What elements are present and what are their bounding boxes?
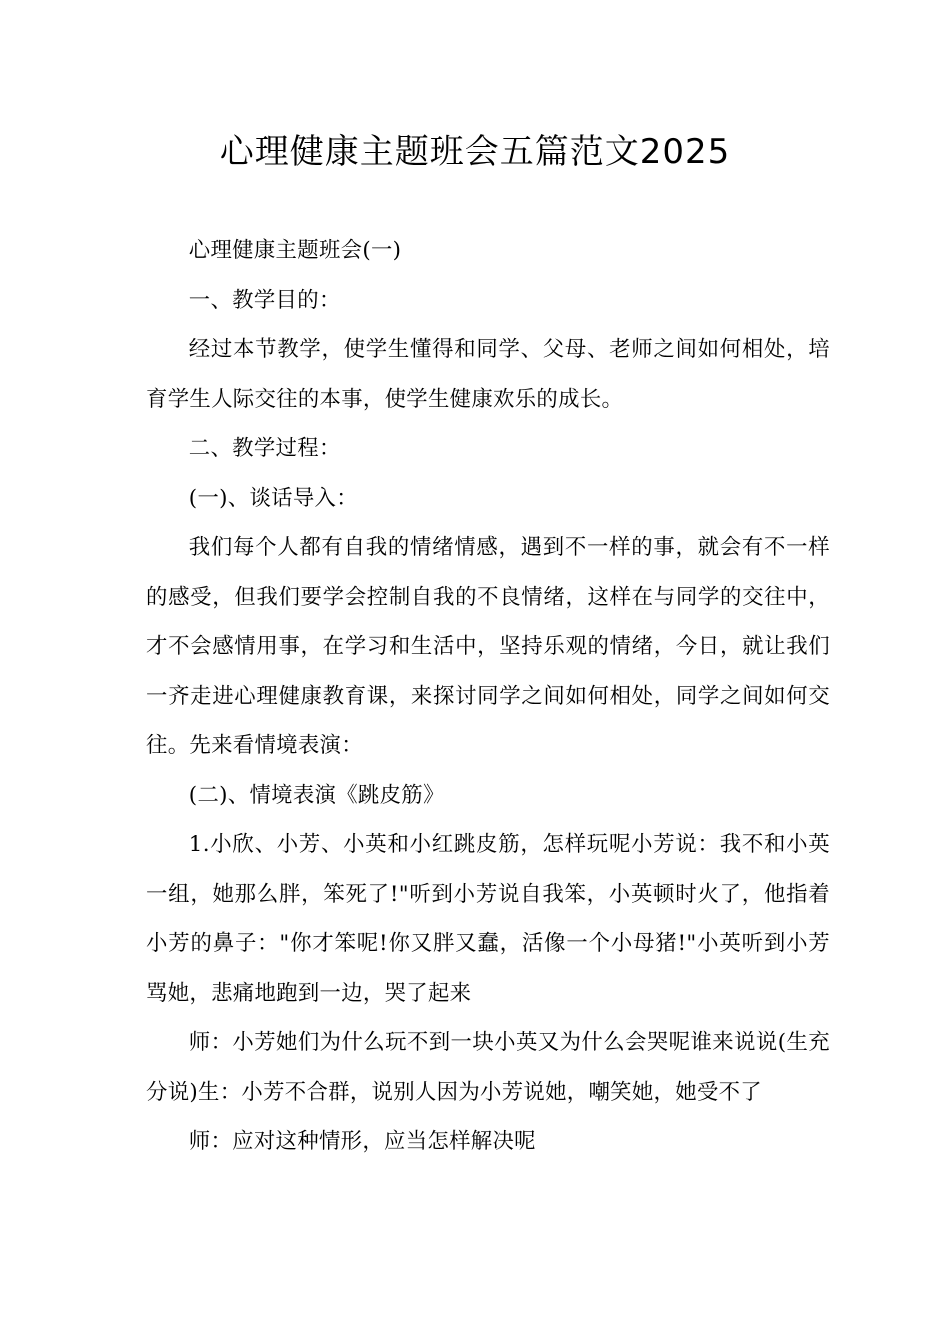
paragraph-intro-heading: (一)、谈话导入： <box>188 485 358 511</box>
paragraph-scenario-heading: (二)、情境表演《跳皮筋》 <box>188 782 445 808</box>
paragraph-teacher-question: 师：小芳她们为什么玩不到一块小英又为什么会哭呢谁来说说(生充分说)生：小芳不合群，说别人因为小芳说她，嘲笑她，她受不了 <box>146 1030 830 1105</box>
paragraph-teacher-followup: 师：应对这种情形，应当怎样解决呢 <box>188 1129 536 1154</box>
paragraph-intro: 我们每个人都有自我的情绪情感，遇到不一样的事，就会有不一样的感受，但我们要学会控制自我的不良情绪，这样在与同学的交往中，才不会感情用事，在学习和生活中，坚持乐观的情绪，今日，就让我们一齐走进心理健康教育课，来探讨同学之间如何相处，同学之间如何交往。先来看情境表演： <box>146 535 830 758</box>
document-title: 心理健康主题班会五篇范文2025 <box>219 132 731 172</box>
paragraph-teaching-goal: 经过本节教学，使学生懂得和同学、父母、老师之间如何相处，培育学生人际交往的本事，使学生健康欢乐的成长。 <box>146 337 830 412</box>
paragraph-scenario: 1.小欣、小芳、小英和小红跳皮筋，怎样玩呢小芳说：我不和小英一组，她那么胖，笨死了!"听到小芳说自我笨，小英顿时火了，他指着小芳的鼻子："你才笨呢!你又胖又蠢，活像一个小母猪!"小英听到小芳骂她，悲痛地跑到一边，哭了起来 <box>146 832 830 1006</box>
paragraph-section-heading: 心理健康主题班会(一) <box>188 238 402 263</box>
paragraph-teaching-process-heading: 二、教学过程： <box>188 436 341 461</box>
document-body <box>146 226 830 1167</box>
paragraph-teaching-goal-heading: 一、教学目的： <box>188 287 341 313</box>
